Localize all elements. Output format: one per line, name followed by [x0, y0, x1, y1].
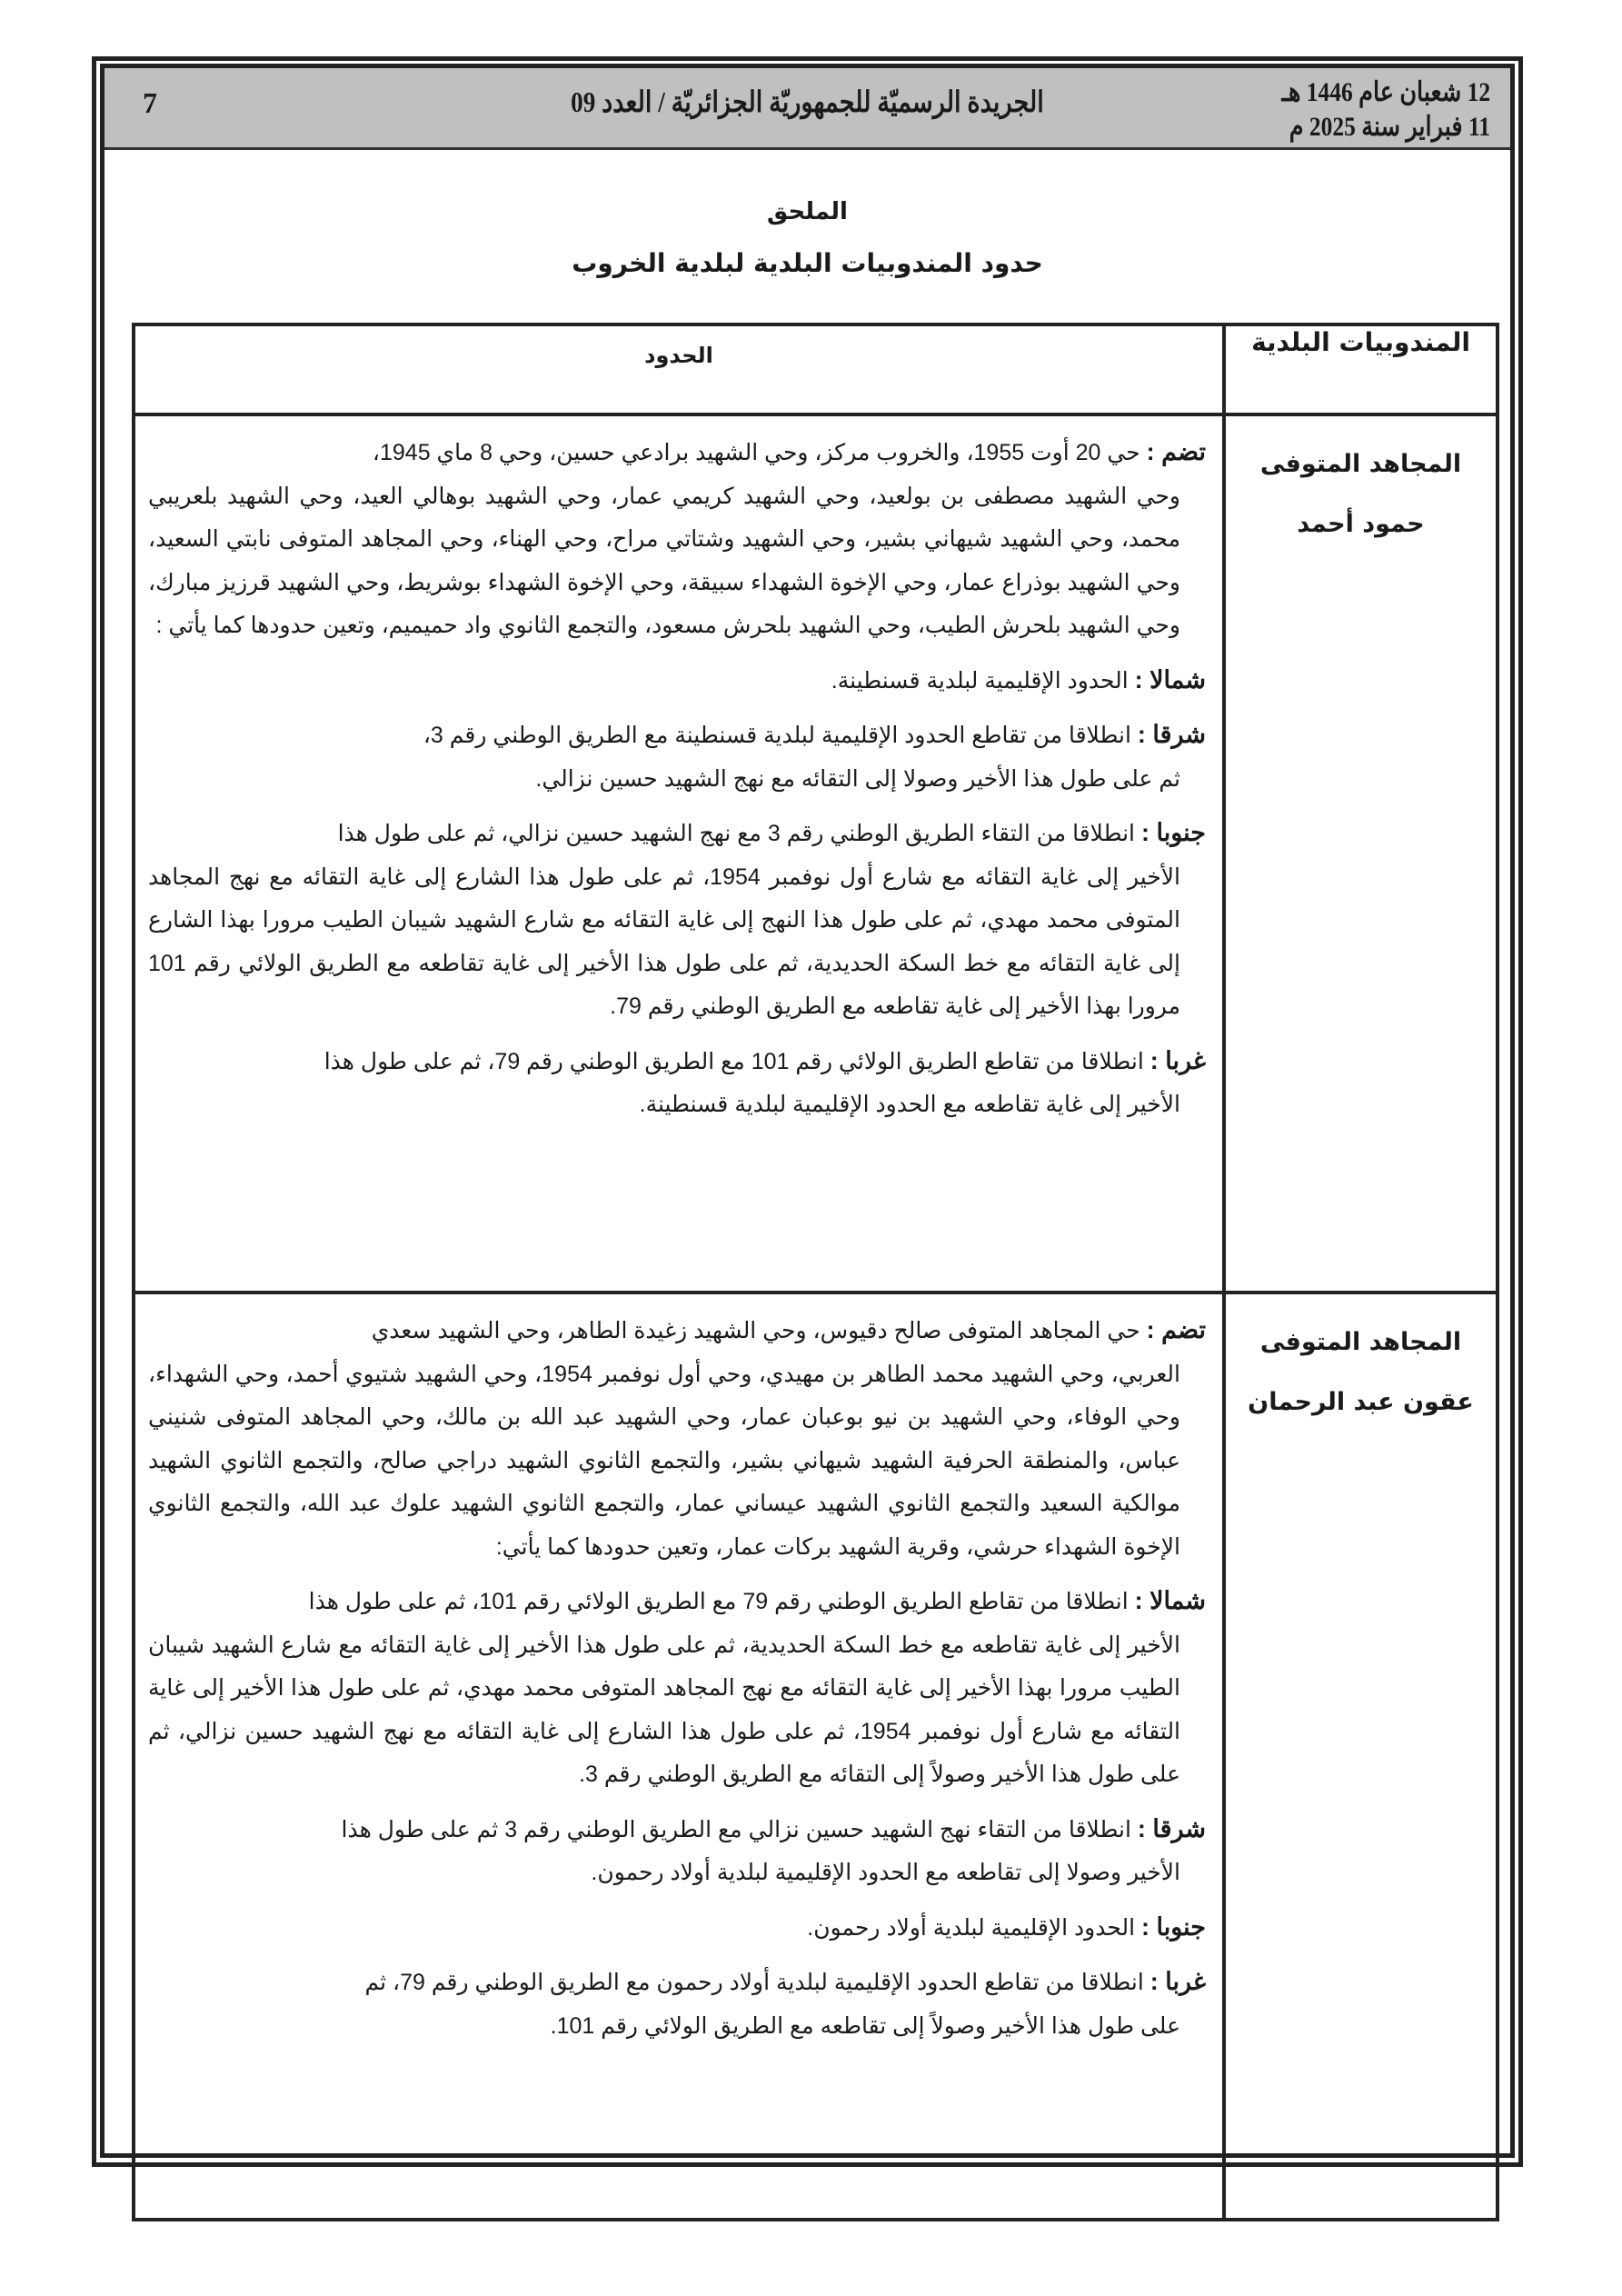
limits-west: [148, 1961, 1206, 2048]
section-text-first: حي المجاهد المتوفى صالح دقيوس، وحي الشهيد زغيدة الطاهر، وحي الشهيد سعدي: [371, 1318, 1140, 1343]
section-text-first: حي 20 أوت 1955، والخروب مركز، وحي الشهيد برادعي حسين، وحي 8 ماي 1945،: [372, 440, 1140, 465]
header-limits: الحدود: [134, 324, 1224, 414]
section-text-first: الحدود الإقليمية لبلدية أولاد رحمون.: [807, 1914, 1136, 1941]
delegation-name-line2: حمود أحمد: [1297, 510, 1425, 538]
section-text-rest: الأخير وصولا إلى تقاطعه مع الحدود الإقليمية لبلدية أولاد رحمون.: [591, 1860, 1180, 1885]
header-delegations: المندوبيات البلدية: [1224, 324, 1498, 414]
section-label: تضم :: [1146, 438, 1206, 465]
limits-north: [148, 1580, 1206, 1797]
section-label: شمالا :: [1134, 1587, 1206, 1614]
section-text-first: انطلاقا من التقاء نهج الشهيد حسين نزالي مع الطريق الوطني رقم 3 ثم على طول هذا: [341, 1816, 1131, 1842]
limits-east: [148, 714, 1206, 801]
section-text-first: انطلاقا من تقاطع الحدود الإقليمية لبلدية أولاد رحمون مع الطريق الوطني رقم 79، ثم: [364, 1970, 1144, 1995]
section-label: تضم :: [1146, 1316, 1206, 1343]
section-text-rest: العربي، وحي الشهيد محمد الطاهر بن مهيدي، وحي أول نوفمبر 1954، وحي الشهيد شتيوي أحمد، وحي الشهداء، وحي الوفاء، وحي الشهيد بن نيو بوعبان عمار، وحي الشهيد عبد الله بن مالك، وحي المجاهد المتوفى شنيني عباس، والمنطقة الحرفية الشهيد شيهاني بشير، والتجمع الثانوي الشهيد دراجي صالح، والتجمع الثانوي الشهيد موالكية السعيد والتجمع الثانوي الشهيد عيساني عمار، والتجمع الثانوي الشهيد علوك عبد الله، والتجمع الثانوي الإخوة الشهداء حرشي، وقرية الشهيد بركات عمار، وتعين حدودها كما يأتي:: [148, 1361, 1180, 1560]
page-number: 7: [143, 86, 157, 119]
section-text-first: انطلاقا من تقاطع الطريق الوطني رقم 79 مع الطريق الولائي رقم 101، ثم على طول هذا: [308, 1589, 1129, 1614]
journal-title: الجريدة الرسميّة للجمهوريّة الجزائريّة / العدد 09: [571, 85, 1044, 118]
section-label: غربا :: [1149, 1968, 1206, 1995]
limits-west: [148, 1040, 1206, 1127]
annex-label: الملحق: [767, 198, 848, 225]
hijri-date: 12 شعبان عام 1446 هـ: [1281, 77, 1490, 107]
gregorian-date: 11 فبراير سنة 2025 م: [1289, 112, 1490, 142]
section-label: شمالا :: [1134, 665, 1206, 694]
section-label: جنوبا :: [1140, 819, 1206, 846]
delegation-name: [1224, 1293, 1498, 2220]
journal-header: [104, 68, 1510, 150]
section-label: شرقا :: [1137, 721, 1206, 748]
limits-east: [148, 1808, 1206, 1895]
section-label: غربا :: [1149, 1046, 1206, 1074]
table-row: [134, 1293, 1498, 2220]
section-label: جنوبا :: [1140, 1912, 1206, 1941]
section-text-rest: الأخير إلى غاية التقائه مع شارع أول نوفمبر 1954، ثم على طول هذا الشارع إلى غاية التقائه مع نهج المجاهد المتوفى محمد مهدي، ثم على طول هذا النهج إلى غاية التقائه مع شارع الشهيد شيبان الطيب مرورا بهذا الشارع إلى غاية التقائه مع خط السكة الحديدية، ثم على طول هذا الأخير إلى غاية تقاطعه مع الطريق الولائي رقم 101 مرورا بهذا الأخير إلى غاية تقاطعه مع الطريق الوطني رقم 79.: [148, 863, 1180, 1019]
limits-north: [148, 659, 1206, 704]
delegation-name: [1224, 414, 1498, 1293]
section-text-rest: الأخير إلى غاية تقاطعه مع خط السكة الحديدية، ثم على طول هذا الأخير إلى غاية التقائه مع شارع الشهيد شيبان الطيب مرورا بهذا الأخير إلى غاية التقائه مع نهج المجاهد المتوفى محمد مهدي، ثم على طول هذا الأخير إلى غاية التقائه مع شارع أول نوفمبر 1954، ثم على طول هذا الشارع إلى غاية التقائه مع نهج الشهيد حسين نزالي، ثم على طول هذا الأخير وصولاً إلى التقائه مع الطريق الوطني رقم 3.: [148, 1632, 1181, 1787]
delegation-limits: [134, 414, 1224, 1293]
section-text-rest: على طول هذا الأخير وصولاً إلى تقاطعه مع الطريق الولائي رقم 101.: [550, 2012, 1180, 2039]
limits-south: [148, 812, 1206, 1029]
section-text-first: انطلاقا من تقاطع الطريق الولائي رقم 101 مع الطريق الوطني رقم 79، ثم على طول هذا: [323, 1048, 1144, 1074]
section-text-first: انطلاقا من التقاء الطريق الوطني رقم 3 مع نهج الشهيد حسين نزالي، ثم على طول هذا: [337, 821, 1136, 846]
section-text-first: انطلاقا من تقاطع الحدود الإقليمية لبلدية قسنطينة مع الطريق الوطني رقم 3،: [423, 723, 1131, 748]
section-text-rest: ثم على طول هذا الأخير وصولا إلى التقائه مع نهج الشهيد حسين نزالي.: [535, 765, 1180, 792]
delegation-name-line1: المجاهد المتوفى: [1259, 1328, 1462, 1356]
section-text-rest: الأخير إلى غاية تقاطعه مع الحدود الإقليمية لبلدية قسنطينة.: [639, 1092, 1180, 1117]
section-label: شرقا :: [1137, 1814, 1206, 1842]
delegation-limits: [134, 1293, 1224, 2220]
section-text-rest: وحي الشهيد مصطفى بن بولعيد، وحي الشهيد كريمي عمار، وحي الشهيد بوهالي العيد، وحي الشهيد بلعريبي محمد، وحي الشهيد شيهاني بشير، وحي الشهيد وشتاتي مراح، وحي الهناء، وحي المجاهد المتوفى نابتي السعيد، وحي الشهيد بوذراع عمار، وحي الإخوة الشهداء سبيقة، وحي الإخوة الشهداء بوشريط، وحي الشهيد قرزيز مبارك، وحي الشهيد بلحرش الطيب، وحي الشهيد بلحرش مسعود، والتجمع الثانوي واد حميميم، وتعين حدودها كما يأتي :: [148, 483, 1180, 638]
limits-includes: [148, 431, 1206, 648]
delegation-name-line2: عقون عبد الرحمان: [1248, 1388, 1474, 1416]
table-row: [134, 414, 1498, 1293]
annex-title: حدود المندوبيات البلدية لبلدية الخروب: [572, 248, 1043, 278]
limits-south: [148, 1906, 1206, 1951]
delegation-name-line1: المجاهد المتوفى: [1259, 450, 1462, 478]
section-text-first: الحدود الإقليمية لبلدية قسنطينة.: [831, 667, 1129, 694]
table-header-row: [134, 324, 1498, 414]
delegations-table: [132, 323, 1499, 2221]
limits-includes: [148, 1309, 1206, 1569]
